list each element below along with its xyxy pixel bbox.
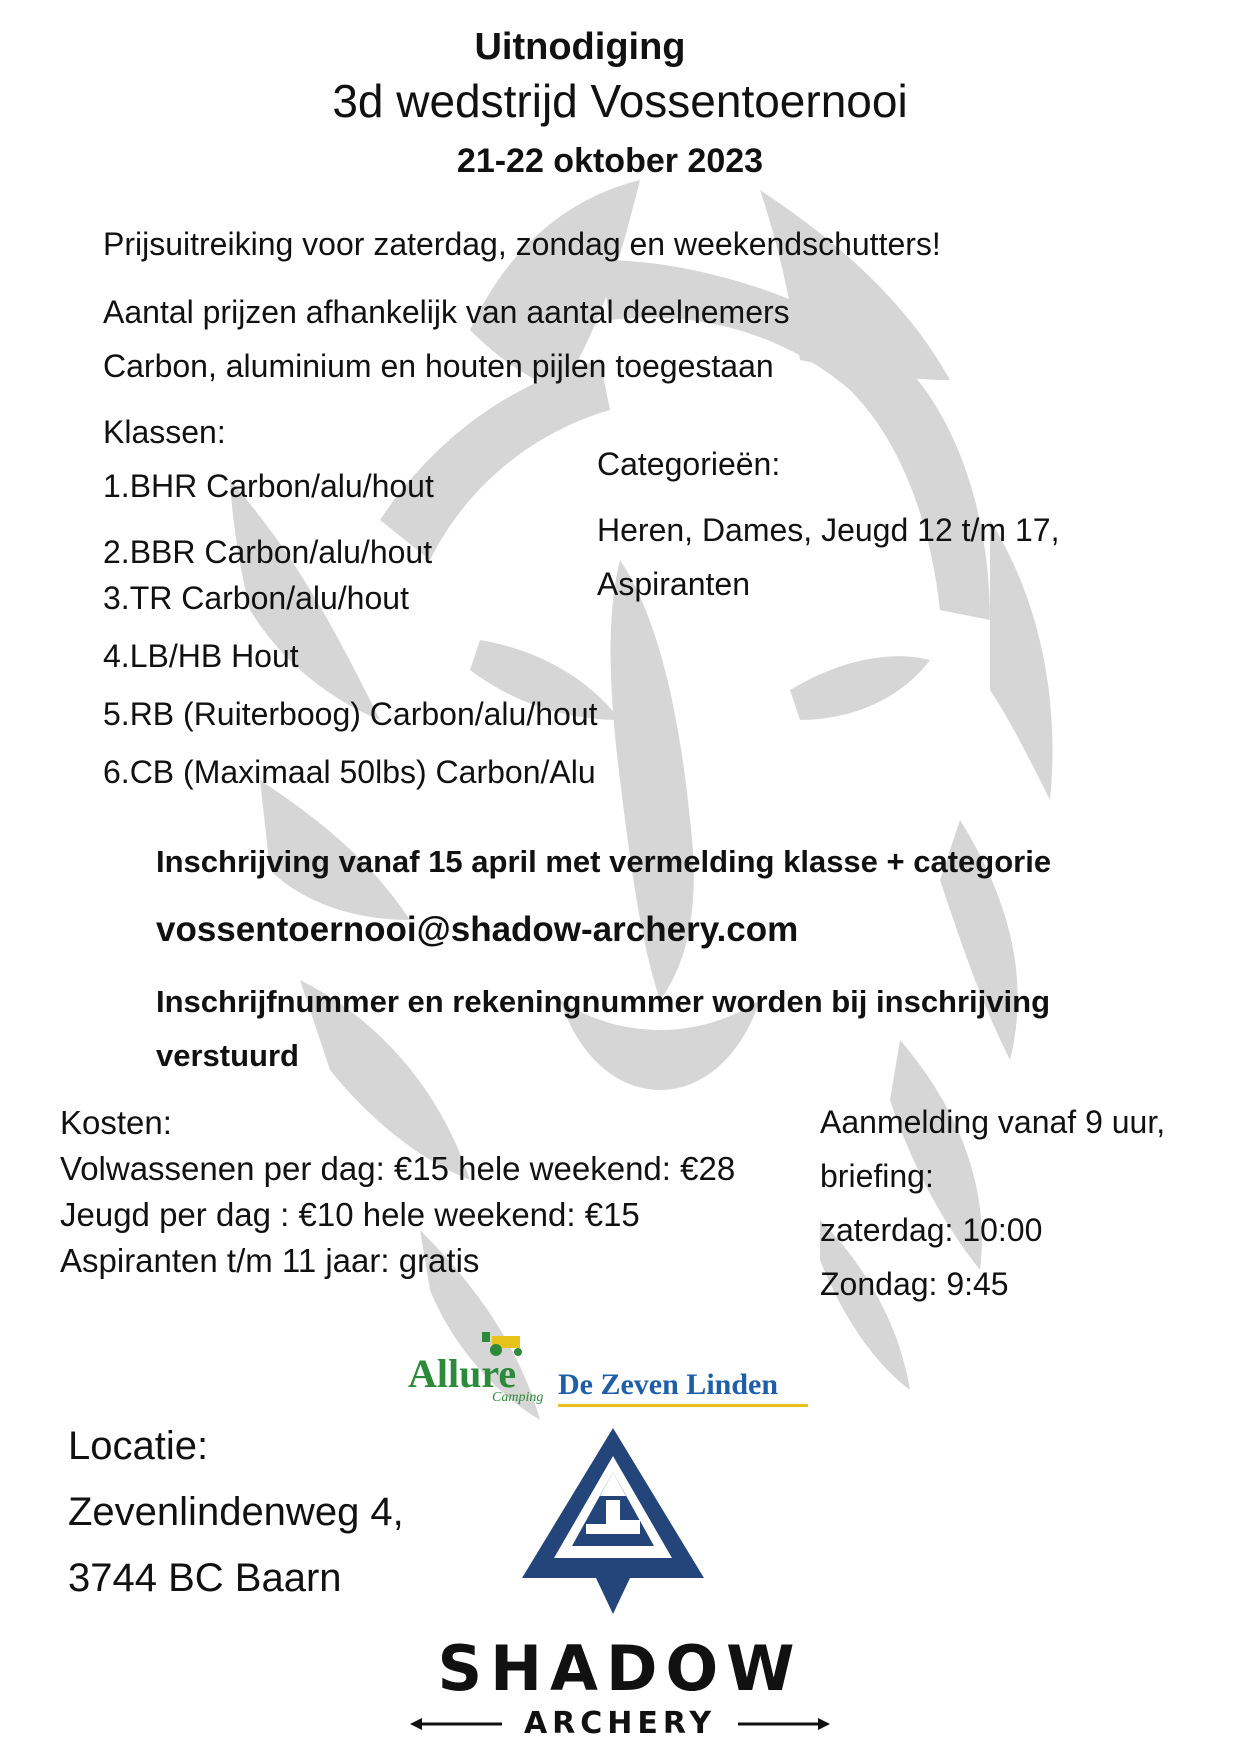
invite-heading: Uitnodiging [474, 26, 686, 68]
cost-youth: Jeugd per dag : €10 hele weekend: €15 [60, 1196, 640, 1233]
schedule-sunday: Zondag: 9:45 [820, 1266, 1009, 1302]
cost-aspirants: Aspiranten t/m 11 jaar: gratis [60, 1242, 480, 1279]
intro-prizes: Prijsuitreiking voor zaterdag, zondag en weekendschutters! [103, 226, 941, 262]
class-item: 4.LB/HB Hout [103, 638, 299, 674]
class-item: 2.BBR Carbon/alu/hout [103, 534, 433, 570]
schedule-briefing: briefing: [820, 1158, 934, 1194]
shadow-wordmark: SHADOW [437, 1632, 803, 1705]
shadow-archery-emblem [522, 1428, 704, 1614]
event-title: 3d wedstrijd Vossentoernooi [332, 75, 908, 127]
location-street: Zevenlindenweg 4, [68, 1490, 404, 1534]
intro-prize-count: Aantal prijzen afhankelijk van aantal deelnemers [103, 294, 790, 330]
registration-info: Inschrijving vanaf 15 april met vermelding klasse + categorie [156, 844, 1052, 879]
allure-place: De Zeven Linden [558, 1368, 779, 1401]
categories-list: Heren, Dames, Jeugd 12 t/m 17, [597, 512, 1060, 548]
categories-heading: Categorieën: [597, 446, 781, 482]
allure-brand: Allure [408, 1351, 517, 1396]
categories-aspirants: Aspiranten [597, 566, 750, 602]
class-item: 1.BHR Carbon/alu/hout [103, 468, 434, 504]
schedule-saturday: zaterdag: 10:00 [820, 1212, 1043, 1248]
event-date: 21-22 oktober 2023 [456, 142, 764, 180]
arrow-right-icon [738, 1716, 830, 1732]
location-heading: Locatie: [68, 1424, 209, 1468]
registration-numbers: Inschrijfnummer en rekeningnummer worden bij inschrijving [156, 984, 1051, 1019]
location-city: 3744 BC Baarn [68, 1556, 342, 1600]
class-item: 6.CB (Maximaal 50lbs) Carbon/Alu [103, 754, 596, 790]
class-item: 3.TR Carbon/alu/hout [103, 580, 409, 616]
registration-email[interactable]: vossentoernooi@shadow-archery.com [156, 910, 799, 949]
allure-underline [558, 1404, 808, 1407]
classes-heading: Klassen: [103, 414, 226, 450]
archery-wordmark: ARCHERY [523, 1706, 717, 1741]
allure-logo [408, 1328, 808, 1414]
schedule-registration: Aanmelding vanaf 9 uur, [820, 1104, 1166, 1140]
allure-camping: Camping [492, 1390, 544, 1405]
intro-arrows: Carbon, aluminium en houten pijlen toegestaan [103, 348, 774, 384]
costs-heading: Kosten: [60, 1104, 172, 1141]
registration-sent: verstuurd [156, 1038, 299, 1073]
class-item: 5.RB (Ruiterboog) Carbon/alu/hout [103, 696, 598, 732]
cost-adults: Volwassenen per dag: €15 hele weekend: €28 [60, 1150, 736, 1187]
